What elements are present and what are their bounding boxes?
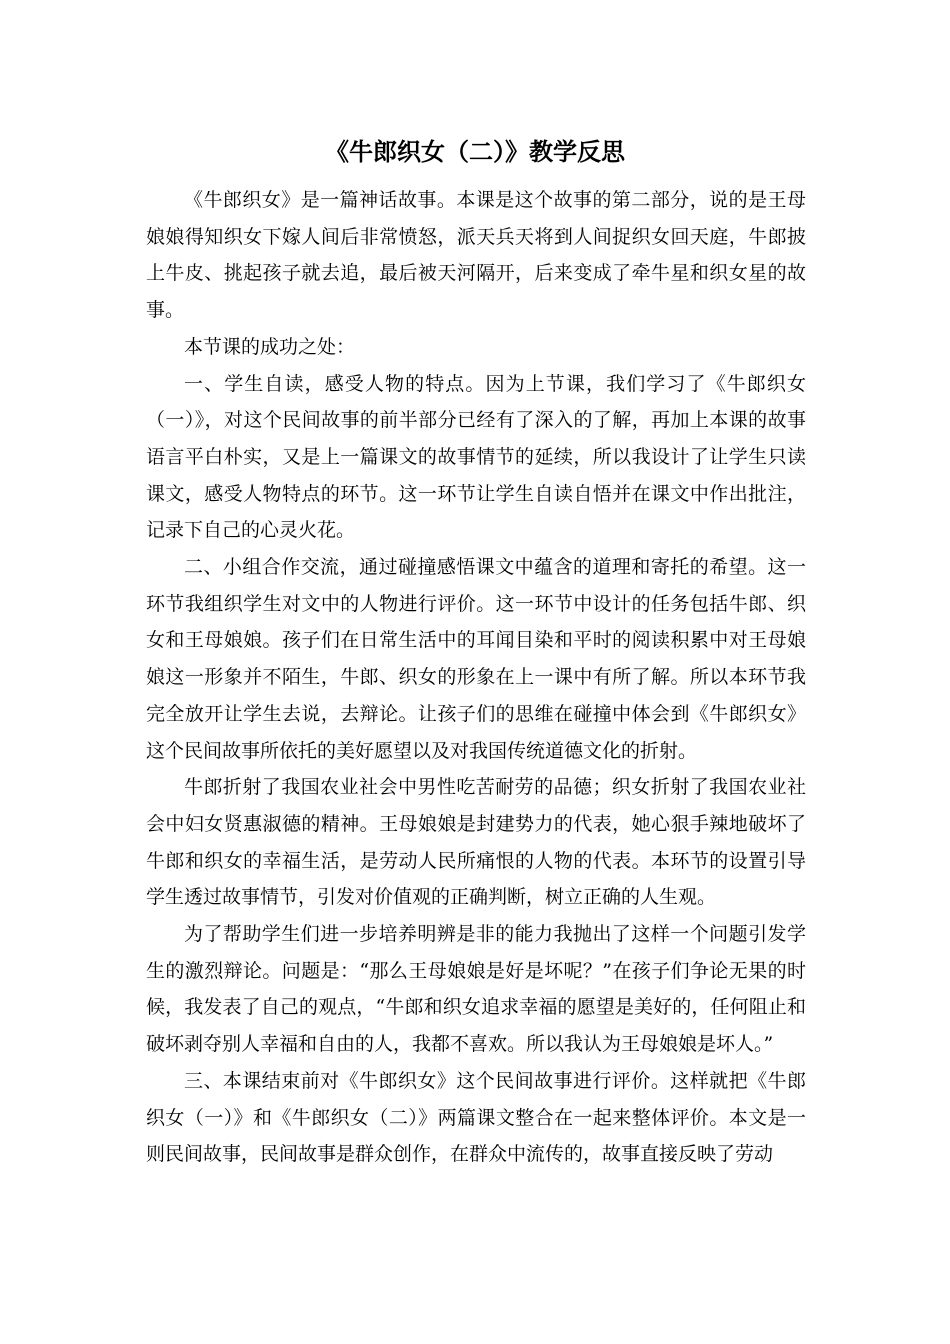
document-title: 《牛郎织女（二）》教学反思 [325, 137, 625, 166]
paragraph-point-three: 三、本课结束前对《牛郎织女》这个民间故事进行评价。这样就把《牛郎织女（一）》和《牛郎织女（二）》两篇课文整合在一起来整体评价。本文是一则民间故事，民间故事是群众创作，在群众中流传的，故事直接反映了劳动 [146, 1069, 806, 1166]
document-body [146, 182, 806, 1173]
paragraph-character-analysis: 牛郎折射了我国农业社会中男性吃苦耐劳的品德；织女折射了我国农业社会中妇女贤惠淑德的精神。王母娘娘是封建势力的代表，她心狠手辣地破坏了牛郎和织女的幸福生活，是劳动人民所痛恨的人物的代表。本环节的设置引导学生透过故事情节，引发对价值观的正确判断，树立正确的人生观。 [146, 776, 806, 909]
paragraph-debate: 为了帮助学生们进一步培养明辨是非的能力我抛出了这样一个问题引发学生的激烈辩论。问题是：“那么王母娘娘是好是坏呢？”在孩子们争论无果的时候，我发表了自己的观点，“牛郎和织女追求幸福的愿望是美好的，任何阻止和破坏剥夺别人幸福和自由的人，我都不喜欢。所以我认为王母娘娘是坏人。” [146, 923, 806, 1056]
paragraph-point-one: 一、学生自读，感受人物的特点。因为上节课，我们学习了《牛郎织女（一）》，对这个民间故事的前半部分已经有了深入的了解，再加上本课的故事语言平白朴实，又是上一篇课文的故事情节的延续，所以我设计了让学生只读课文，感受人物特点的环节。这一环节让学生自读自悟并在课文中作出批注，记录下自己的心灵火花。 [146, 372, 806, 542]
paragraph-point-two: 二、小组合作交流，通过碰撞感悟课文中蕴含的道理和寄托的希望。这一环节我组织学生对文中的人物进行评价。这一环节中设计的任务包括牛郎、织女和王母娘娘。孩子们在日常生活中的耳闻目染和平时的阅读积累中对王母娘娘这一形象并不陌生，牛郎、织女的形象在上一课中有所了解。所以本环节我完全放开让学生去说，去辩论。让孩子们的思维在碰撞中体会到《牛郎织女》这个民间故事所依托的美好愿望以及对我国传统道德文化的折射。 [146, 556, 806, 762]
paragraph-intro: 《牛郎织女》是一篇神话故事。本课是这个故事的第二部分，说的是王母娘娘得知织女下嫁人间后非常愤怒，派天兵天将到人间捉织女回天庭，牛郎披上牛皮、挑起孩子就去追，最后被天河隔开，后来变成了牵牛星和织女星的故事。 [146, 189, 806, 322]
paragraph-success-heading: 本节课的成功之处： [184, 335, 356, 358]
